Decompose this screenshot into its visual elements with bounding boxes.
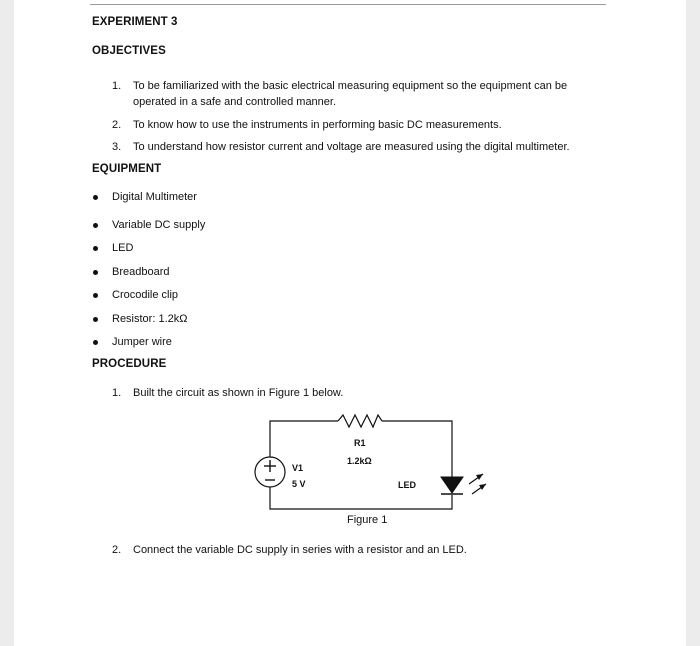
objective-text: To understand how resistor current and voltage are measured using the digital multimeter. <box>133 141 570 153</box>
led-light-arrow-1-head <box>476 474 483 480</box>
objective-number: 2. <box>112 119 122 131</box>
source-value: 5 V <box>292 479 306 489</box>
objective-number: 1. <box>112 80 122 92</box>
step-text: Built the circuit as shown in Figure 1 below. <box>133 387 344 399</box>
objective-text-line1: To be familiarized with the basic electrical measuring equipment so the equipment can be <box>133 80 568 92</box>
left-page-edge <box>0 0 14 646</box>
step-number: 2. <box>112 544 122 556</box>
resistor-value: 1.2kΩ <box>347 456 372 466</box>
circuit-wire-top-right <box>382 421 452 477</box>
bullet-icon <box>93 340 98 345</box>
objective-text-line2: operated in a safe and controlled manner. <box>133 96 337 108</box>
right-page-edge <box>686 0 700 646</box>
step-number: 1. <box>112 387 122 399</box>
led-label: LED <box>398 480 416 490</box>
resistor-symbol <box>338 415 382 427</box>
bullet-icon <box>93 195 98 200</box>
objective-text: To know how to use the instruments in performing basic DC measurements. <box>133 119 502 131</box>
source-name: V1 <box>292 463 304 473</box>
circuit-wire-top-left <box>270 421 338 457</box>
bullet-icon <box>93 270 98 275</box>
bullet-icon <box>93 223 98 228</box>
led-diode-symbol <box>441 477 463 493</box>
objectives-heading: OBJECTIVES <box>92 45 166 57</box>
top-rule <box>90 4 606 5</box>
bullet-icon <box>93 293 98 298</box>
resistor-name: R1 <box>354 438 366 448</box>
circuit-wire-bottom <box>270 487 452 509</box>
figure-caption: Figure 1 <box>347 514 388 526</box>
bullet-icon <box>93 317 98 322</box>
experiment-title: EXPERIMENT 3 <box>92 16 178 28</box>
circuit-diagram <box>250 405 500 515</box>
led-light-arrow-2-head <box>479 484 486 490</box>
objective-number: 3. <box>112 141 122 153</box>
bullet-icon <box>93 246 98 251</box>
equipment-heading: EQUIPMENT <box>92 163 162 175</box>
step-text: Connect the variable DC supply in series with a resistor and an LED. <box>133 544 467 556</box>
procedure-heading: PROCEDURE <box>92 358 167 370</box>
